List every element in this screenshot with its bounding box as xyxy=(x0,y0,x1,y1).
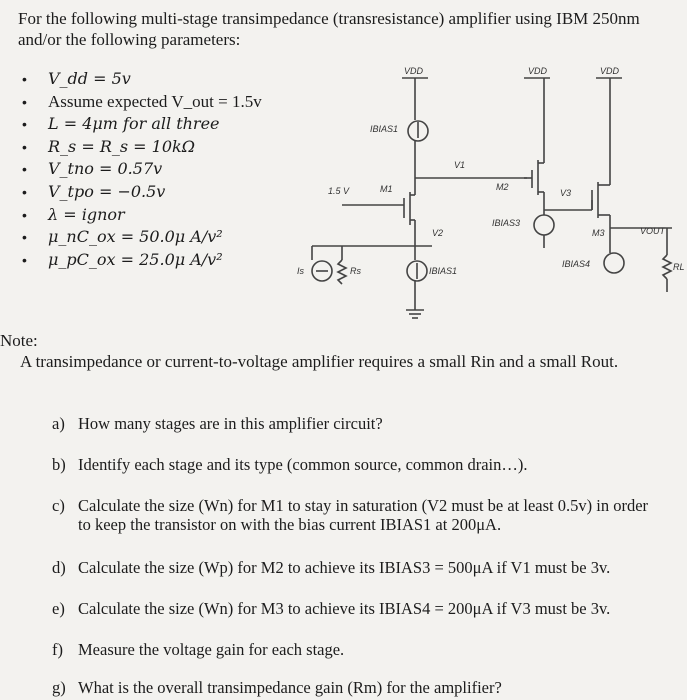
question-e: e) Calculate the size (Wn) for M3 to achieve its IBIAS4 = 200μA if V3 must be 3v. xyxy=(52,599,611,618)
parameter-list xyxy=(20,68,320,271)
param-item: • V_tno = 0.57v xyxy=(22,159,163,179)
voltage-source-label: 1.5 V xyxy=(328,186,350,196)
m2-label: M2 xyxy=(496,182,509,192)
param-text: Assume expected V_out = 1.5v xyxy=(48,91,262,111)
ibias1-label: IBIAS1 xyxy=(370,124,399,134)
v1-label: V1 xyxy=(454,160,466,170)
param-item: • λ = ignor xyxy=(22,204,125,224)
param-item: • V_dd = 5v xyxy=(22,69,131,88)
ibias2-label: IBIAS1 xyxy=(429,266,458,276)
param-item: • L = 4μm for all three xyxy=(22,114,220,134)
note-label: Note: xyxy=(0,331,38,350)
v2-label: V2 xyxy=(432,228,444,238)
question-a: a) How many stages are in this amplifier circuit? xyxy=(52,414,383,433)
param-text: V_tpo = −0.5v xyxy=(48,181,166,201)
param-text: V_tno = 0.57v xyxy=(48,159,163,179)
param-item: • Assume expected V_out = 1.5v xyxy=(22,91,262,111)
question-g: g) What is the overall transimpedance gain (Rm) for the amplifier? xyxy=(52,678,502,697)
rl-label: RL xyxy=(673,262,685,272)
rs-label: Rs xyxy=(350,266,361,276)
note-text: A transimpedance or current-to-voltage amplifier requires a small Rin and a small Rout. xyxy=(20,352,619,371)
param-text: λ = ignor xyxy=(48,204,125,224)
param-item: • μ_nC_ox = 50.0μ A/v² xyxy=(22,227,223,247)
param-item: • V_tpo = −0.5v xyxy=(22,181,166,201)
param-item: • R_s = R_s = 10kΩ xyxy=(22,136,195,156)
m1-label: M1 xyxy=(380,184,393,194)
param-text: μ_nC_ox = 50.0μ A/v² xyxy=(48,227,223,247)
v3-label: V3 xyxy=(560,188,572,198)
vout-label: VOUT xyxy=(640,226,666,236)
ibias4-label: IBIAS4 xyxy=(562,259,591,269)
is-label: Is xyxy=(297,266,305,276)
vdd-label: VDD xyxy=(528,66,548,76)
param-text: V_dd = 5v xyxy=(48,69,131,88)
question-f: f) Measure the voltage gain for each stage. xyxy=(52,640,345,659)
param-item: • μ_pC_ox = 25.0μ A/v² xyxy=(22,249,223,269)
param-text: μ_pC_ox = 25.0μ A/v² xyxy=(48,249,223,269)
question-d: d) Calculate the size (Wp) for M2 to achieve its IBIAS3 = 500μA if V1 must be 3v. xyxy=(52,558,611,577)
question-c: c) Calculate the size (Wn) for M1 to stay in saturation (V2 must be at least 0.5v) in order to keep the transistor on with the bias current IBIAS1 at 200μA. xyxy=(52,496,649,534)
vdd-label: VDD xyxy=(404,66,424,76)
vdd-label: VDD xyxy=(600,66,620,76)
question-b: b) Identify each stage and its type (common source, common drain…). xyxy=(52,455,528,474)
ibias3-label: IBIAS3 xyxy=(492,218,521,228)
param-text: L = 4μm for all three xyxy=(48,114,220,134)
problem-title: For the following multi-stage transimpedance (transresistance) amplifier using IBM 250nm and/or the following parameters: xyxy=(18,9,640,49)
m3-label: M3 xyxy=(592,228,605,238)
param-text: R_s = R_s = 10kΩ xyxy=(48,136,195,156)
circuit-diagram xyxy=(292,60,685,322)
